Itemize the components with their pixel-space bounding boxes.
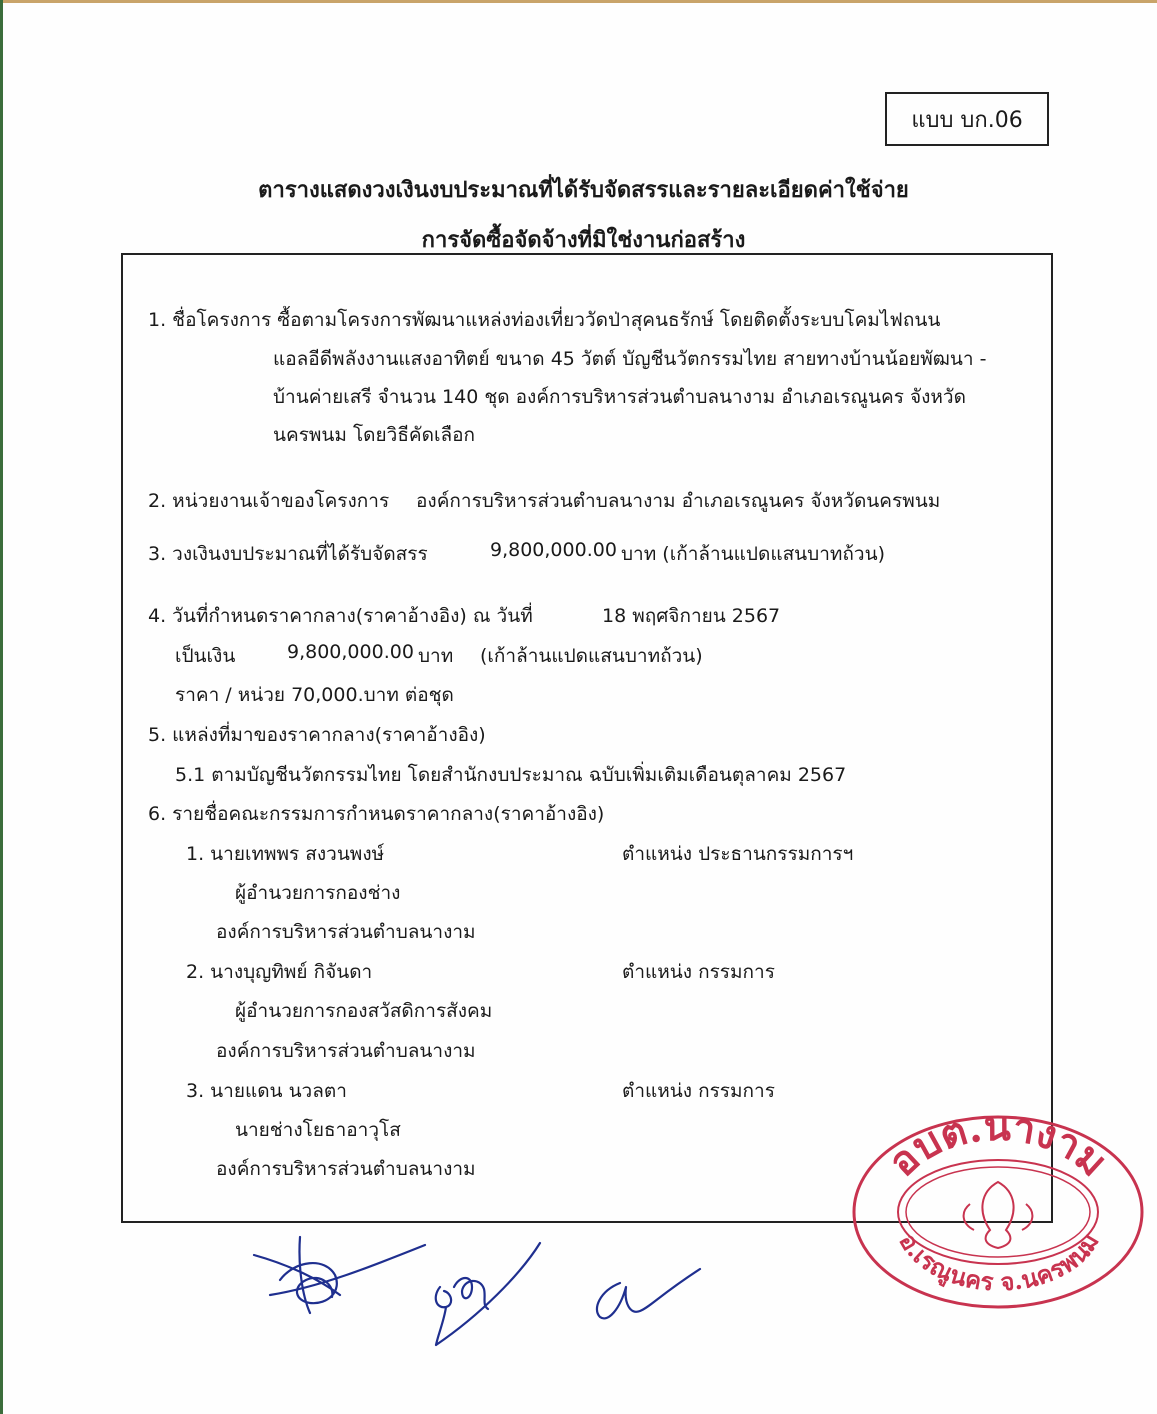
member-1-position: ตำแหน่ง ประธานกรรมการฯ xyxy=(622,843,854,865)
stamp-emblem xyxy=(964,1182,1033,1248)
reference-amount-unit: บาท xyxy=(418,645,454,667)
signature-3 xyxy=(597,1269,700,1318)
form-code: แบบ บก.06 xyxy=(911,107,1023,133)
reference-date: 18 พฤศจิกายน 2567 xyxy=(602,605,781,627)
official-stamp xyxy=(850,1112,1146,1312)
document-title: ตารางแสดงวงเงินงบประมาณที่ได้รับจัดสรรและรายละเอียดค่าใช้จ่าย xyxy=(258,178,909,203)
reference-amount-text: (เก้าล้านแปดแสนบาทถ้วน) xyxy=(480,645,703,667)
stamp-bottom-text: อ.เรณูนคร จ.นครพนม xyxy=(893,1227,1105,1297)
member-3-title: นายช่างโยธาอาวุโส xyxy=(235,1119,401,1141)
reference-amount-label: เป็นเงิน xyxy=(175,645,236,667)
owner-agency-label: 2. หน่วยงานเจ้าของโครงการ xyxy=(148,490,390,512)
reference-amount: 9,800,000.00 xyxy=(287,641,414,663)
member-2-position: ตำแหน่ง กรรมการ xyxy=(622,961,775,983)
form-code-box xyxy=(885,92,1049,146)
reference-date-label: 4. วันที่กำหนดราคากลาง(ราคาอ้างอิง) ณ วันที่ xyxy=(148,605,533,627)
member-1-name: 1. นายเทพพร สงวนพงษ์ xyxy=(186,843,385,865)
signatures xyxy=(240,1225,720,1355)
budget-amount-text: บาท (เก้าล้านแปดแสนบาทถ้วน) xyxy=(621,543,885,565)
project-name-line3: บ้านค่ายเสรี จำนวน 140 ชุด องค์การบริหารส่วนตำบลนางาม อำเภอเรณูนคร จังหวัด xyxy=(273,386,966,408)
member-2-title: ผู้อำนวยการกองสวัสดิการสังคม xyxy=(235,1000,493,1022)
signature-2 xyxy=(436,1243,540,1345)
project-name-line1: 1. ชื่อโครงการ ซื้อตามโครงการพัฒนาแหล่งท่องเที่ยววัดป่าสุคนธรักษ์ โดยติดตั้งระบบโคมไฟถนน xyxy=(148,309,941,331)
owner-agency-value: องค์การบริหารส่วนตำบลนางาม อำเภอเรณูนคร จังหวัดนครพนม xyxy=(416,490,941,512)
member-3-name: 3. นายแดน นวลตา xyxy=(186,1080,347,1102)
member-3-position: ตำแหน่ง กรรมการ xyxy=(622,1080,775,1102)
signature-1 xyxy=(254,1237,425,1313)
member-3-org: องค์การบริหารส่วนตำบลนางาม xyxy=(216,1158,476,1180)
paper-edge-left xyxy=(0,0,3,1414)
document-subtitle: การจัดซื้อจัดจ้างที่มิใช่งานก่อสร้าง xyxy=(421,228,746,253)
unit-price: ราคา / หน่วย 70,000.บาท ต่อชุด xyxy=(175,684,454,706)
paper-edge-top xyxy=(0,0,1157,3)
member-2-name: 2. นางบุญทิพย์ กิจันดา xyxy=(186,961,373,983)
price-source-detail: 5.1 ตามบัญชีนวัตกรรมไทย โดยสำนักงบประมาณ ฉบับเพิ่มเติมเดือนตุลาคม 2567 xyxy=(175,764,847,786)
project-name-line4: นครพนม โดยวิธีคัดเลือก xyxy=(273,424,476,446)
member-1-org: องค์การบริหารส่วนตำบลนางาม xyxy=(216,921,476,943)
member-1-title: ผู้อำนวยการกองช่าง xyxy=(235,882,401,904)
budget-amount: 9,800,000.00 xyxy=(490,539,617,561)
stamp-inner-ring-2 xyxy=(906,1167,1090,1257)
stamp-top-text: อบต.นางาม xyxy=(879,1112,1117,1186)
price-source-label: 5. แหล่งที่มาของราคากลาง(ราคาอ้างอิง) xyxy=(148,724,486,746)
budget-label: 3. วงเงินงบประมาณที่ได้รับจัดสรร xyxy=(148,543,428,565)
member-2-org: องค์การบริหารส่วนตำบลนางาม xyxy=(216,1040,476,1062)
project-name-line2: แอลอีดีพลังงานแสงอาทิตย์ ขนาด 45 วัตต์ บัญชีนวัตกรรมไทย สายทางบ้านน้อยพัฒนา - xyxy=(273,348,987,370)
committee-label: 6. รายชื่อคณะกรรมการกำหนดราคากลาง(ราคาอ้างอิง) xyxy=(148,803,605,825)
